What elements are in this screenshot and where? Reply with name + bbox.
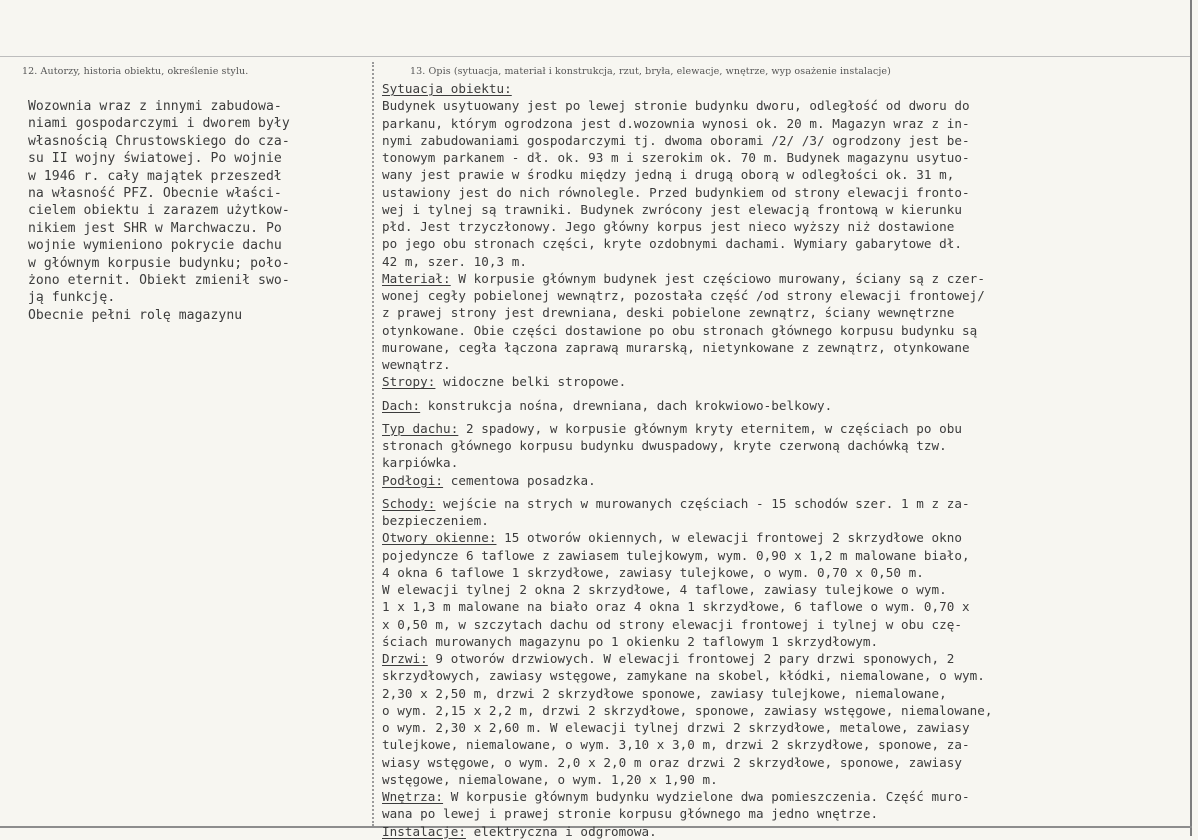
history-line: wojnie wymieniono pokrycie dachu [28, 238, 282, 254]
section-text: W korpusie głównym budynku wydzielone dwa pomieszczenia. Część muro- [443, 789, 970, 804]
section-text-line: wonej cegły pobielonej wewnątrz, pozostała część /od strony elewacji frontowej/ [382, 288, 985, 303]
section-text: 2 spadowy, w korpusie głównym kryty eternitem, w częściach po obu [458, 420, 963, 436]
description-text [382, 80, 993, 840]
section-text-line: wiasy wstęgowe, o wym. 2,0 x 2,0 m oraz drzwi 2 skrzydłowe, sponowe, zawiasy [382, 754, 963, 770]
section-text-line: Budynek usytuowany jest po lewej stronie budynku dworu, odległość od dworu do [382, 98, 970, 114]
section-heading-line [382, 788, 993, 805]
history-line: na własność PFZ. Obecnie właści- [28, 185, 282, 201]
section-heading-line [382, 823, 993, 840]
section-label: Typ dachu: [382, 420, 459, 436]
section-text-line: o wym. 2,30 x 2,60 m. W elewacji tylnej drzwi 2 skrzydłowe, metalowe, zawiasy [382, 720, 970, 735]
section-text: cementowa posadzka. [443, 472, 596, 488]
section-text-line: po jego obu stronach części, kryte ozdobnymi dachami. Wymiary gabarytowe dł. [382, 236, 963, 252]
section-text: 9 otworów drzwiowych. W elewacji frontowej 2 pary drzwi sponowych, 2 [427, 651, 955, 666]
section-heading-line [382, 495, 993, 512]
section-heading-line [382, 397, 993, 414]
section-text-line: x 0,50 m, w szczytach dachu od strony elewacji frontowej i tylnej w obu czę- [382, 616, 963, 632]
top-rule [0, 56, 1190, 57]
section-text-line: karpiówka. [382, 455, 459, 471]
section-text: W korpusie głównym budynek jest częściowo murowany, ściany są z czer- [450, 270, 985, 286]
section-text-line: 1 x 1,3 m malowane na biało oraz 4 okna 1 skrzydłowe, 6 taflowe o wym. 0,70 x [382, 599, 970, 615]
section-text-line: skrzydłowych, zawiasy wstęgowe, zamykane na skobel, kłódki, niemalowane, o wym. [382, 668, 985, 684]
section-label: Drzwi: [382, 651, 428, 666]
section-text-line: tulejkowe, niemalowane, o wym. 3,10 x 3,0 m, drzwi 2 skrzydłowe, sponowe, za- [382, 737, 970, 753]
section-text-line: wana po lewej i prawej stronie korpusu głównego ma jedno wnętrze. [382, 806, 879, 822]
history-line: ją funkcję. [28, 290, 116, 306]
history-line: Wozownia wraz z innymi zabudowa- [28, 99, 282, 114]
history-line: nikiem jest SHR w Marchwaczu. Po [28, 220, 282, 236]
column-divider [372, 62, 374, 826]
history-line: w głównym korpusie budynku; poło- [28, 255, 290, 271]
history-line: niami gospodarczymi i dworem były [28, 116, 290, 132]
history-line: su II wojny światowej. Po wojnie [28, 151, 282, 167]
section-text-line: parkanu, którym ogrodzona jest d.wozownia wynosi ok. 20 m. Magazyn wraz z in- [382, 115, 970, 131]
section-text-line: murowane, cegła łączona zaprawą murarską, nietynkowane z zewnątrz, otynkowane [382, 339, 970, 355]
section-label: Podłogi: [382, 472, 444, 488]
history-line: Obecnie pełni rolę magazynu [28, 307, 243, 323]
section-text-line: wej i tylnej są trawniki. Budynek zwrócony jest elewacją frontową w kierunku [382, 201, 963, 217]
section-label: Dach: [382, 397, 421, 413]
section-text-line: W elewacji tylnej 2 okna 2 skrzydłowe, 4 taflowe, zawiasy tulejkowe o wym. [382, 582, 947, 597]
section-text-line: ustawiony jest do nich równolegle. Przed budynkiem od strony elewacji fronto- [382, 184, 970, 200]
section-label: Materiał: [382, 270, 451, 286]
section-label: Sytuacja obiektu: [382, 81, 512, 96]
section-text-line: 4 okna 6 taflowe 1 skrzydłowe, zawiasy tulejkowe, o wym. 0,70 x 0,50 m. [382, 564, 924, 580]
right-edge-rule [1190, 0, 1192, 836]
section-text-line: tonowym parkanem - dł. ok. 93 m i szerokim ok. 70 m. Budynek magazynu usytuo- [382, 150, 970, 165]
section-text-line: z prawej strony jest drewniana, deski pobielone zewnątrz, ściany wewnętrzne [382, 305, 955, 321]
section-text-line: 42 m, szer. 10,3 m. [382, 253, 528, 269]
section-text-line: o wym. 2,15 x 2,2 m, drzwi 2 skrzydłowe, sponowe, zawiasy wstęgowe, niemalowane, [382, 702, 993, 718]
section-text-line: stronach głównego korpusu budynku dwuspadowy, kryte czerwoną dachówką tzw. [382, 438, 947, 453]
section-heading-line [382, 650, 993, 667]
section-text-line: nymi zabudowaniami gospodarczymi tj. dwoma oborami /2/ /3/ ogrodzony jest be- [382, 132, 970, 148]
section-text-line: 2,30 x 2,50 m, drzwi 2 skrzydłowe sponowe, zawiasy tulejkowe, niemalowane, [382, 685, 947, 701]
section-text-line: wany jest prawie w środku między jedną i drugą oborą w odległości ok. 31 m, [382, 167, 955, 183]
history-line: w 1946 r. cały majątek przeszedł [28, 168, 282, 184]
section-heading-line [382, 373, 993, 390]
section-text-line: ściach murowanych magazynu po 1 okienku 2 taflowym 1 skrzydłowym. [382, 633, 879, 649]
section-heading-line [382, 80, 993, 97]
history-line: cielem obiektu i zarazem użytkow- [28, 203, 290, 219]
history-line: własnością Chrustowskiego do cza- [28, 133, 290, 149]
section-text-line: płd. Jest trzyczłonowy. Jego główny korpus jest nieco wyższy niż dostawione [382, 219, 955, 234]
section-text-line: otynkowane. Obie części dostawione po obu stronach głównego korpusu budynku są [382, 322, 978, 338]
section-text: wejście na strych w murowanych częściach - 15 schodów szer. 1 m z za- [435, 495, 970, 511]
section-label: Schody: [382, 495, 436, 511]
section-text-line: wstęgowe, niemalowane, o wym. 1,20 x 1,90 m. [382, 771, 718, 787]
section-text-line: wewnątrz. [382, 357, 451, 372]
section-text-line: pojedyncze 6 taflowe z zawiasem tulejkowym, wym. 0,90 x 1,2 m malowane biało, [382, 547, 970, 563]
section-text: konstrukcja nośna, drewniana, dach krokwiowo-belkowy. [420, 397, 833, 413]
section-heading-line [382, 472, 993, 489]
section-12-header: 12. Autorzy, historia obiektu, określenie stylu. [22, 66, 249, 77]
section-heading-line [382, 420, 993, 437]
section-13-header: 13. Opis (sytuacja, materiał i konstrukcja, rzut, bryła, elewacje, wnętrze, wyp osażenie instalacje) [410, 66, 891, 77]
section-text: 15 otworów okiennych, w elewacji frontowej 2 skrzydłowe okno [496, 530, 963, 546]
section-heading-line [382, 270, 993, 287]
section-label: Instalacje: [382, 823, 466, 839]
section-label: Stropy: [382, 374, 436, 390]
section-text-line: bezpieczeniem. [382, 513, 489, 528]
section-label: Otwory okienne: [382, 530, 497, 546]
history-line: żono eternit. Obiekt zmienił swo- [28, 272, 290, 288]
section-label: Wnętrza: [382, 789, 444, 804]
section-heading-line [382, 529, 993, 546]
history-text [28, 98, 290, 324]
section-text: widoczne belki stropowe. [435, 374, 627, 390]
section-text: elektryczna i odgromowa. [465, 823, 657, 839]
